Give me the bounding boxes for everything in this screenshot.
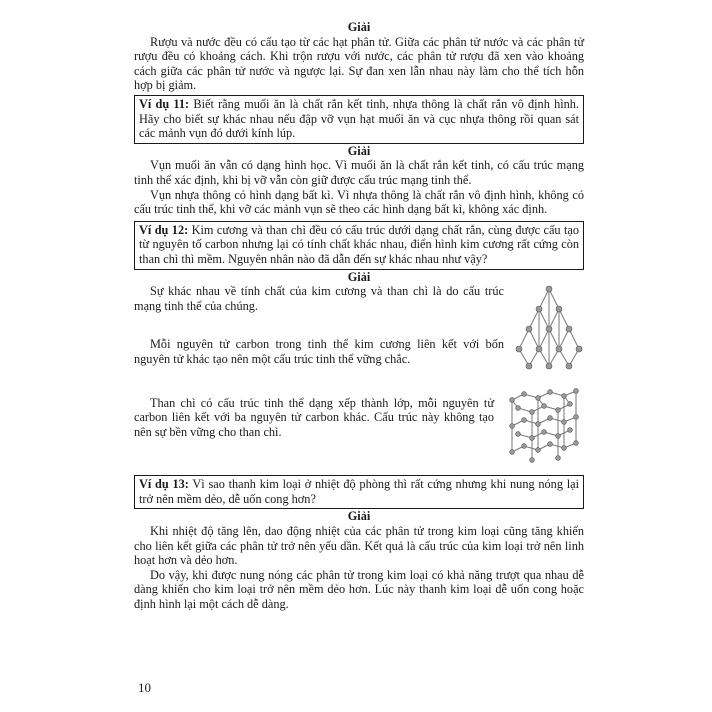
solution-paragraph: Mỗi nguyên tử carbon trong tinh thể kim cương liên kết với bốn nguyên tử khác tạo nên một cấu trúc tinh thể vững chắc. [134, 337, 504, 366]
solution-paragraph: Than chì có cấu trúc tinh thể dạng xếp thành lớp, mỗi nguyên tử carbon liên kết với ba nguyên tử carbon khác. Cấu trúc này không tạo nên sự bền vững cho than chì. [134, 395, 494, 439]
example-text: Kim cương và than chì đều có cấu trúc dưới dạng chất rắn, cùng được cấu tạo từ nguyên tố carbon nhưng lại có tính chất khác nhau, điển hình kim cương rất cứng còn than chì thì mềm. Nguyên nhân nào đã dẫn đến sự khác nhau như vậy? [139, 222, 580, 266]
example-11-box [134, 95, 584, 144]
page-number: 10 [138, 680, 151, 695]
solution-heading: Giải [347, 20, 371, 34]
page-content [134, 20, 584, 612]
example-label: Ví dụ 11: [139, 96, 190, 111]
example-text: Biết rằng muối ăn là chất rắn kết tinh, nhựa thông là chất rắn vô định hình. Hãy cho biết sự khác nhau nếu đập vỡ vụn hạt muối ăn và cục nhựa thông rồi quan sát các mảnh vụn đó dưới kính lúp. [139, 96, 580, 141]
graphite-row [134, 388, 584, 468]
example-label: Ví dụ 13: [139, 477, 189, 492]
diamond-lattice-image [514, 284, 584, 374]
example-text: Vì sao thanh kim loại ở nhiệt độ phòng thì rất cứng nhưng khi nung nóng lại trở nên mềm dẻo, dễ uốn cong hơn? [139, 477, 580, 506]
solution-heading: Giải [347, 509, 371, 524]
solution-heading: Giải [347, 269, 371, 284]
solution-paragraph: Vụn nhựa thông có hình dạng bất kì. Vì nhựa thông là chất rắn vô định hình, không có cấu trúc tinh thể, khi vỡ các mảnh vụn sẽ theo các hình dạng bất kì, không xác định. [134, 187, 584, 217]
solution-paragraph: Rượu và nước đều có cấu tạo từ các hạt phân tử. Giữa các phân tử nước và các phân tử rượu đều có khoảng cách. Khi trộn rượu với nước, các phân tử rượu đã xen vào khoảng cách giữa các phân tử nước và ngược lại. Sự đan xen lẫn nhau này làm cho thể tích hỗn hợp bị giảm. [134, 34, 584, 93]
diamond-row [134, 284, 584, 378]
example-13-box [134, 475, 584, 509]
diamond-figure [514, 284, 584, 378]
solution-paragraph: Khi nhiệt độ tăng lên, dao động nhiệt của các phân tử trong kim loại cũng tăng khiến cho liên kết giữa các phân tử trở nên yếu dần. Kết quả là cấu trúc của kim loại trở nên linh hoạt hơn và dẻo hơn. [134, 524, 584, 568]
graphite-lattice-image [504, 388, 584, 464]
example-label: Ví dụ 12: [139, 222, 189, 237]
solution-paragraph: Vụn muối ăn vẫn có dạng hình học. Vì muối ăn là chất rắn kết tinh, có cấu trúc mạng tinh thể xác định, khi bị vỡ vẫn còn giữ được cấu trúc mạng tinh thể. [134, 158, 584, 187]
solution-paragraph: Do vậy, khi được nung nóng các phân tử trong kim loại có khả năng trượt qua nhau dễ dàng khiến cho kim loại trở nên mềm dẻo hơn. Lúc này thanh kim loại dễ uốn cong hoặc định hình lại một cách dễ dàng. [134, 567, 584, 612]
solution-heading: Giải [347, 143, 371, 158]
example-12-box [134, 221, 584, 270]
graphite-figure [504, 388, 584, 468]
solution-paragraph: Sự khác nhau về tính chất của kim cương và than chì là do cấu trúc mạng tinh thể của chúng. [134, 284, 504, 313]
